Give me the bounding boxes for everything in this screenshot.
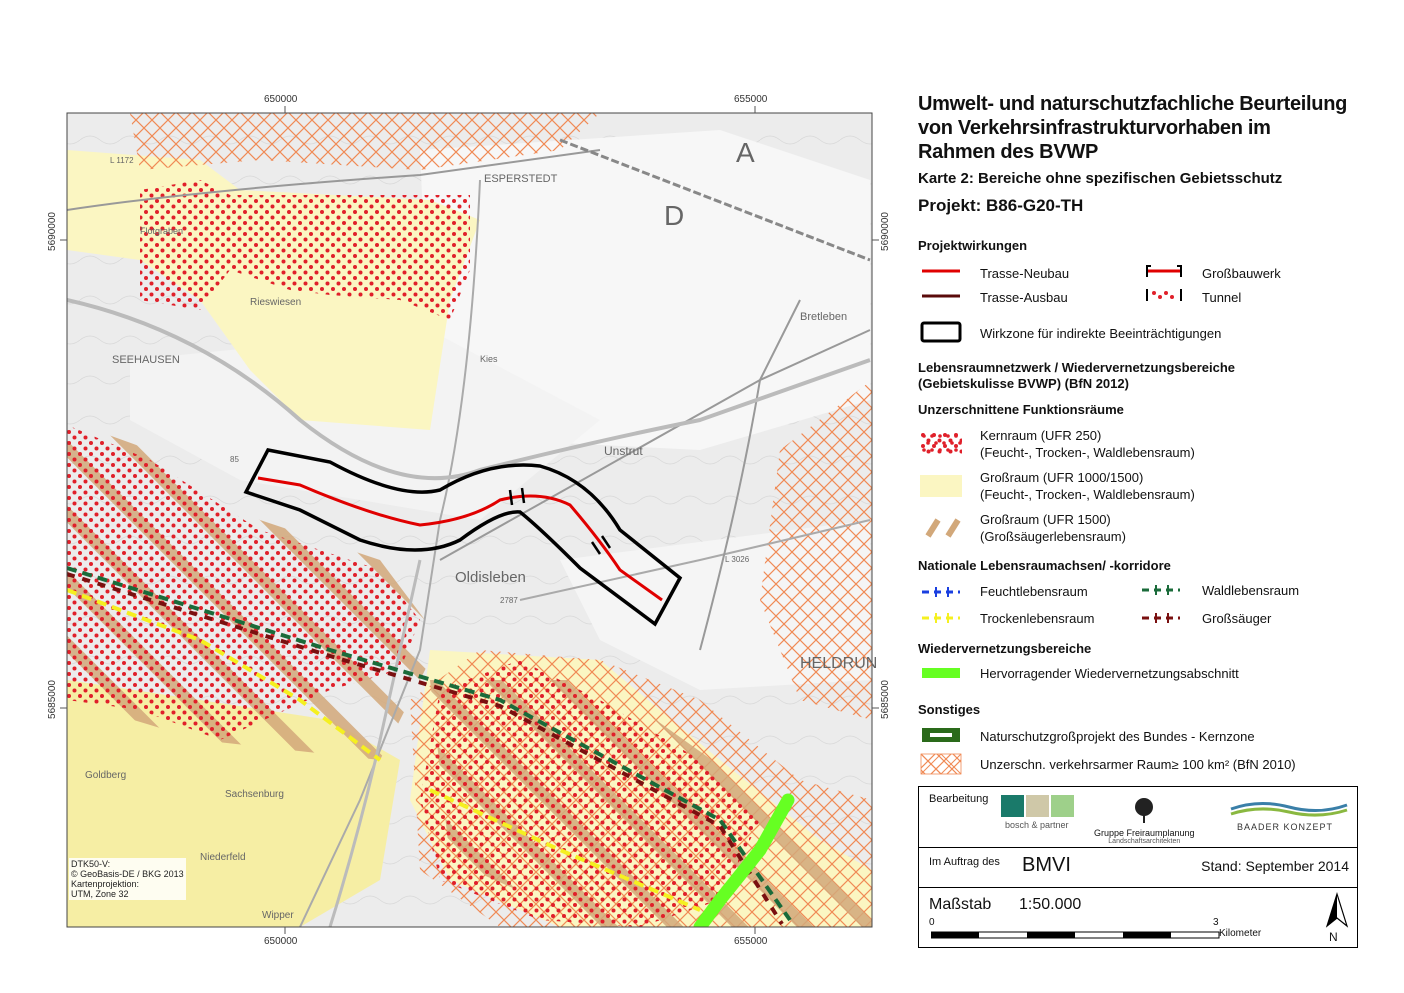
- label-road-l1172: L 1172: [110, 156, 134, 165]
- grosssaeuger-line: (Großsäugerlebensraum): [980, 529, 1126, 544]
- label-sachsenburg: Sachsenburg: [225, 789, 284, 800]
- auftrag-row: [919, 847, 1357, 888]
- kernraum-label: [980, 427, 1195, 461]
- kernraum-line: (Feucht-, Trocken-, Waldlebensraum): [980, 445, 1195, 460]
- wirkzone-symbol: [920, 321, 962, 343]
- coord-left-1: 5690000: [47, 212, 58, 251]
- naturschutz-label: Naturschutzgroßprojekt des Bundes - Kernzone: [980, 729, 1255, 744]
- label-d: D: [664, 200, 685, 231]
- grossraum-symbol: [920, 475, 962, 497]
- title-line: von Verkehrsinfrastrukturvorhaben im: [918, 117, 1271, 139]
- label-heldrungen: HELDRUN: [800, 655, 878, 672]
- legend-panel: [918, 92, 1388, 772]
- feucht-symbol: [920, 586, 962, 598]
- label-road-l3026: L 3026: [725, 555, 750, 564]
- coord-top-2: 655000: [734, 94, 768, 105]
- scale-bar: [931, 930, 1221, 940]
- bearbeitung-label: Bearbeitung: [929, 793, 989, 805]
- label-seehausen: SEEHAUSEN: [112, 354, 180, 366]
- label-wipper: Wipper: [262, 910, 294, 921]
- gruppe-logo: [1094, 797, 1195, 845]
- grossbauwerk-label: Großbauwerk: [1202, 266, 1281, 281]
- section-wiedervernetzung: Wiedervernetzungsbereiche: [918, 641, 1092, 656]
- section-sonstiges: Sonstiges: [918, 702, 981, 717]
- kernraum-symbol: [920, 432, 962, 454]
- massstab-label: Maßstab: [929, 896, 992, 913]
- label-oldisleben: Oldisleben: [455, 569, 526, 586]
- coord-bottom-2: 655000: [734, 936, 768, 947]
- trasse-neubau-label: Trasse-Neubau: [980, 266, 1070, 281]
- info-box: [918, 786, 1358, 948]
- wirkzone-label: Wirkzone für indirekte Beeinträchtigungen: [980, 326, 1222, 341]
- feucht-label: Feuchtlebensraum: [980, 584, 1088, 599]
- scale-value: 1:50.000: [1019, 896, 1082, 913]
- baader-logo: [1229, 797, 1349, 832]
- section-line: (Gebietskulisse BVWP) (BfN 2012): [918, 376, 1129, 391]
- section-line: Lebensraumnetzwerk / Wiedervernetzungsbereiche: [918, 360, 1236, 375]
- coord-right-1: 5690000: [880, 212, 891, 251]
- bosch-text: bosch & partner: [1005, 820, 1069, 830]
- legend-title: [918, 92, 1388, 164]
- wave-icon: [1229, 797, 1349, 817]
- map-layers: [67, 113, 872, 927]
- section-lebensraumnetzwerk: [918, 360, 1235, 392]
- grosssaeuger-raum-label: [980, 511, 1126, 545]
- label-flotgraben: Flotgraben: [140, 226, 184, 236]
- wiedervernetzung-symbol: [920, 666, 962, 680]
- kilometer-label: Kilometer: [1219, 928, 1262, 939]
- label-bretleben: Bretleben: [800, 311, 848, 323]
- label-unstrut: Unstrut: [604, 444, 643, 458]
- credit-line: Kartenprojektion:: [71, 879, 140, 889]
- grossbauwerk-symbol: [1144, 264, 1186, 278]
- wald-symbol: [1140, 584, 1182, 596]
- title-line: Rahmen des BVWP: [918, 141, 1098, 163]
- scale-row: [919, 887, 1357, 948]
- naturschutz-symbol: [920, 726, 962, 744]
- grosssaeuger-line: Großraum (UFR 1500): [980, 512, 1111, 527]
- section-unzerschnittene: Unzerschnittene Funktionsräume: [918, 402, 1124, 417]
- grossraum-label: [980, 469, 1195, 503]
- north-label: N: [1329, 930, 1338, 944]
- grosssaeuger-raum-symbol: [920, 516, 962, 538]
- kernraum-line: Kernraum (UFR 250): [980, 428, 1102, 443]
- stand-label: Stand: September 2014: [1201, 858, 1349, 874]
- coord-right-2: 5685000: [880, 680, 891, 719]
- label-kies: Kies: [480, 354, 498, 364]
- trasse-ausbau-label: Trasse-Ausbau: [980, 290, 1068, 305]
- label-a: A: [736, 137, 755, 168]
- map-credit: [69, 858, 186, 900]
- label-road-2787: 2787: [500, 596, 518, 605]
- legend-subtitle: Karte 2: Bereiche ohne spezifischen Gebietsschutz: [918, 170, 1283, 187]
- trocken-label: Trockenlebensraum: [980, 611, 1095, 626]
- label-esperstedt: ESPERSTEDT: [484, 173, 558, 185]
- wald-label: Waldlebensraum: [1202, 583, 1300, 598]
- trocken-symbol: [920, 612, 962, 624]
- bosch-logo: [1001, 795, 1074, 830]
- coord-left-2: 5685000: [47, 680, 58, 719]
- bmvi-label: BMVI: [1022, 854, 1071, 876]
- wiedervernetzung-label: Hervorragender Wiedervernetzungsabschnitt: [980, 666, 1239, 681]
- coord-top-1: 650000: [264, 94, 298, 105]
- title-line: Umwelt- und naturschutzfachliche Beurteilung: [918, 93, 1348, 115]
- north-arrow-icon: [1325, 892, 1349, 930]
- grossraum-line: (Feucht-, Trocken-, Waldlebensraum): [980, 487, 1195, 502]
- label-niederfeld: Niederfeld: [200, 852, 246, 863]
- tunnel-label: Tunnel: [1202, 290, 1242, 305]
- coord-bottom-1: 650000: [264, 936, 298, 947]
- tunnel-symbol: [1144, 288, 1186, 302]
- grosssaeuger-corridor-label: Großsäuger: [1202, 611, 1272, 626]
- im-auftrag-label: Im Auftrag des: [929, 856, 1000, 868]
- label-goldberg: Goldberg: [85, 770, 127, 781]
- credit-line: © GeoBasis-DE / BKG 2013: [71, 869, 184, 879]
- label-rieswiesen: Rieswiesen: [250, 297, 302, 308]
- tree-icon: [1129, 797, 1159, 823]
- section-projektwirkungen: Projektwirkungen: [918, 238, 1028, 253]
- scale-three: 3: [1213, 917, 1219, 928]
- credit-line: DTK50-V:: [71, 859, 111, 869]
- trasse-ausbau-symbol: [920, 291, 962, 301]
- unzerschn-label: Unzerschn. verkehrsarmer Raum≥ 100 km² (BfN 2010): [980, 757, 1296, 772]
- section-nationale: Nationale Lebensraumachsen/ -korridore: [918, 558, 1171, 573]
- unzerschn-symbol: [920, 753, 962, 775]
- gruppe-line: Landschaftsarchitekten: [1108, 838, 1181, 845]
- trasse-neubau-symbol: [920, 266, 962, 276]
- grosssaeuger-corridor-symbol: [1140, 612, 1182, 624]
- label-road-85: 85: [230, 455, 239, 464]
- credit-line: UTM, Zone 32: [71, 889, 129, 899]
- project-label: Projekt: B86-G20-TH: [918, 196, 1084, 215]
- scale-zero: 0: [929, 917, 935, 928]
- gruppe-line: Gruppe Freiraumplanung: [1094, 828, 1195, 838]
- grossraum-line: Großraum (UFR 1000/1500): [980, 470, 1144, 485]
- baader-text: BAADER KONZEPT: [1237, 822, 1334, 832]
